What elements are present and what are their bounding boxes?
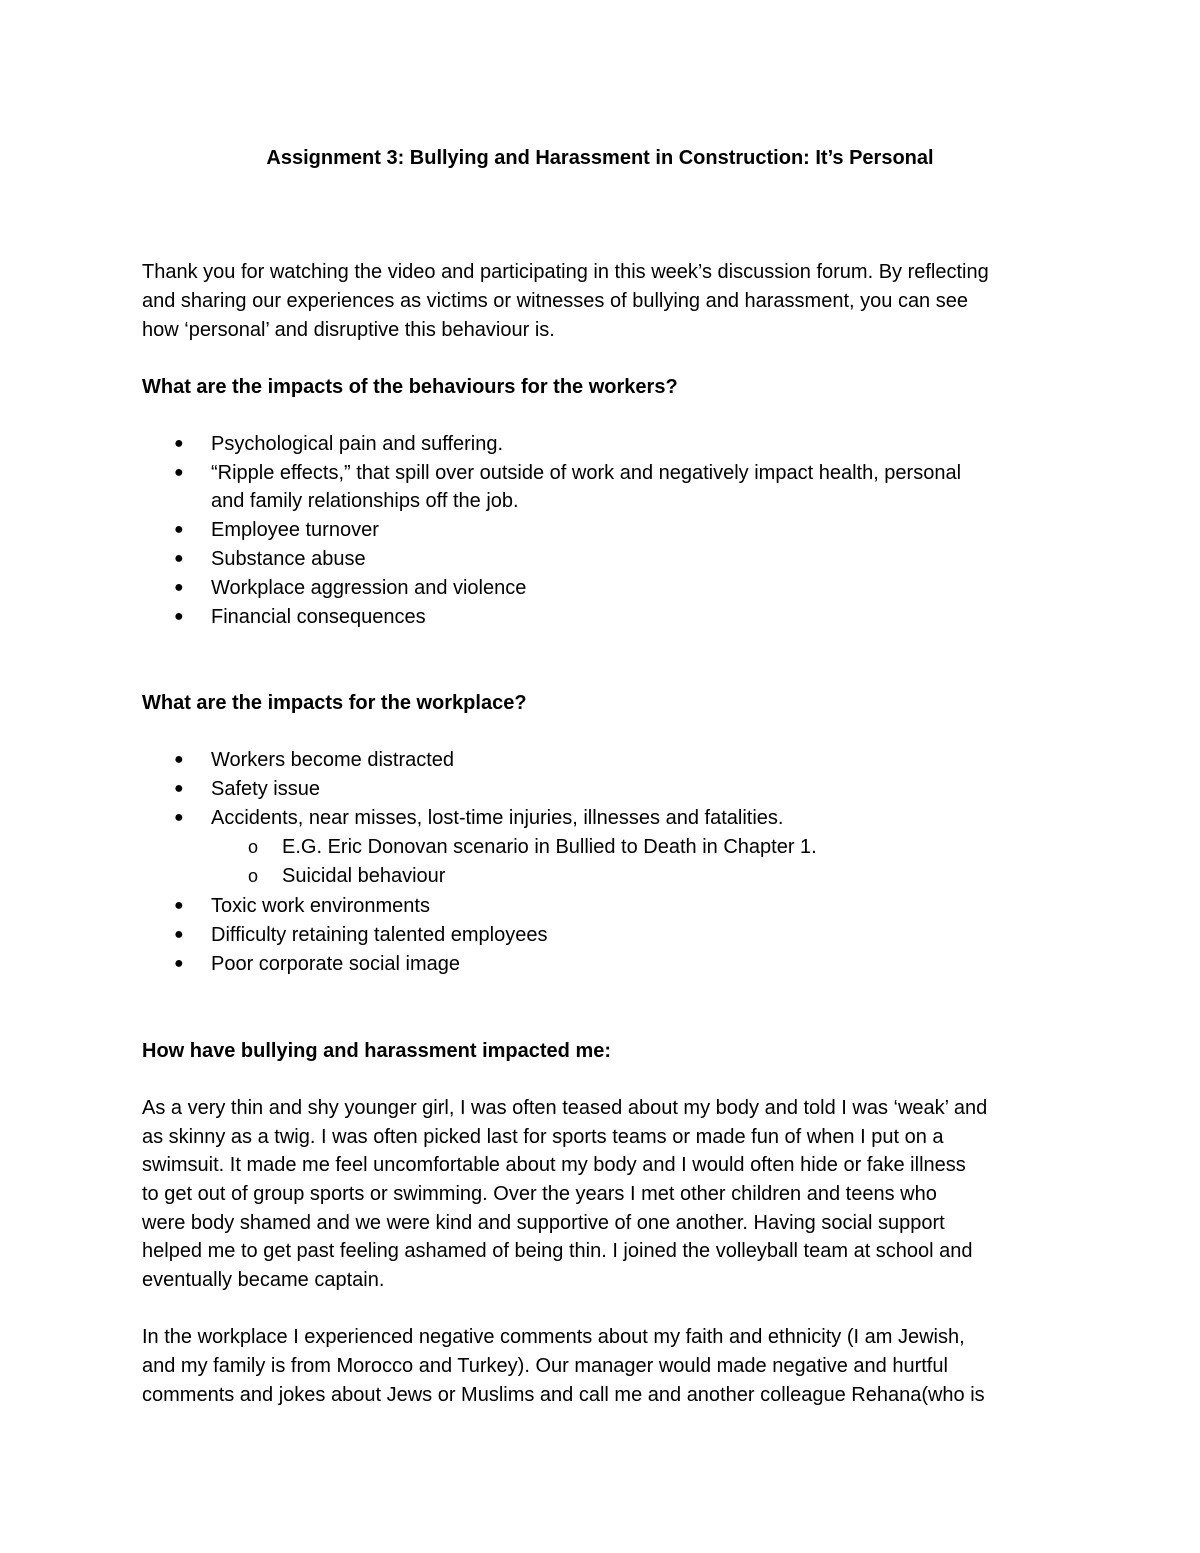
bullet-marker: ●	[174, 608, 184, 625]
intro-line-1: Thank you for watching the video and participating in this week’s discussion forum. By reflecting	[142, 261, 989, 283]
paragraph-line: eventually became captain.	[142, 1269, 385, 1291]
list-item: “Ripple effects,” that spill over outside of work and negatively impact health, personal	[211, 462, 962, 484]
paragraph-line: comments and jokes about Jews or Muslims and call me and another colleague Rehana(who is	[142, 1384, 985, 1406]
list-item: Psychological pain and suffering.	[211, 433, 504, 455]
paragraph-line: were body shamed and we were kind and supportive of one another. Having social support	[142, 1212, 945, 1234]
bullet-marker: ●	[174, 780, 184, 797]
bullet-marker: ●	[174, 579, 184, 596]
bullet-marker: ●	[174, 926, 184, 943]
list-item-continuation: and family relationships off the job.	[211, 490, 519, 512]
paragraph-line: to get out of group sports or swimming. Over the years I met other children and teens who	[142, 1183, 937, 1205]
section2-heading: What are the impacts for the workplace?	[142, 692, 527, 714]
section1-heading: What are the impacts of the behaviours for the workers?	[142, 376, 678, 398]
list-item: Toxic work environments	[211, 895, 430, 917]
document-title: Assignment 3: Bullying and Harassment in Construction: It’s Personal	[266, 147, 934, 169]
sub-bullet-marker: o	[248, 866, 259, 886]
bullet-marker: ●	[174, 955, 184, 972]
paragraph-line: In the workplace I experienced negative comments about my faith and ethnicity (I am Jewish,	[142, 1326, 965, 1348]
bullet-marker: ●	[174, 521, 184, 538]
sub-list-item: E.G. Eric Donovan scenario in Bullied to Death in Chapter 1.	[282, 836, 817, 858]
list-item: Poor corporate social image	[211, 953, 461, 975]
bullet-marker: ●	[174, 550, 184, 567]
list-item: Workplace aggression and violence	[211, 577, 527, 599]
paragraph-line: As a very thin and shy younger girl, I was often teased about my body and told I was ‘weak’ and	[142, 1097, 988, 1119]
paragraph-line: swimsuit. It made me feel uncomfortable about my body and I would often hide or fake illness	[142, 1154, 966, 1176]
sub-bullet-marker: o	[248, 837, 259, 857]
list-item: Employee turnover	[211, 519, 379, 541]
intro-line-3: how ‘personal’ and disruptive this behaviour is.	[142, 319, 555, 341]
list-item: Workers become distracted	[211, 749, 455, 771]
list-item: Substance abuse	[211, 548, 366, 570]
section3-heading: How have bullying and harassment impacted me:	[142, 1040, 612, 1062]
bullet-marker: ●	[174, 809, 184, 826]
paragraph-line: helped me to get past feeling ashamed of being thin. I joined the volleyball team at school and	[142, 1240, 973, 1262]
list-item: Safety issue	[211, 778, 320, 800]
list-item: Financial consequences	[211, 606, 426, 628]
paragraph-line: as skinny as a twig. I was often picked last for sports teams or made fun of when I put on a	[142, 1126, 944, 1148]
bullet-marker: ●	[174, 435, 184, 452]
bullet-marker: ●	[174, 897, 184, 914]
paragraph-line: and my family is from Morocco and Turkey). Our manager would made negative and hurtful	[142, 1355, 948, 1377]
list-item: Accidents, near misses, lost-time injuries, illnesses and fatalities.	[211, 807, 784, 829]
bullet-marker: ●	[174, 751, 184, 768]
list-item: Difficulty retaining talented employees	[211, 924, 548, 946]
intro-line-2: and sharing our experiences as victims or witnesses of bullying and harassment, you can see	[142, 290, 968, 312]
bullet-marker: ●	[174, 464, 184, 481]
sub-list-item: Suicidal behaviour	[282, 865, 446, 887]
